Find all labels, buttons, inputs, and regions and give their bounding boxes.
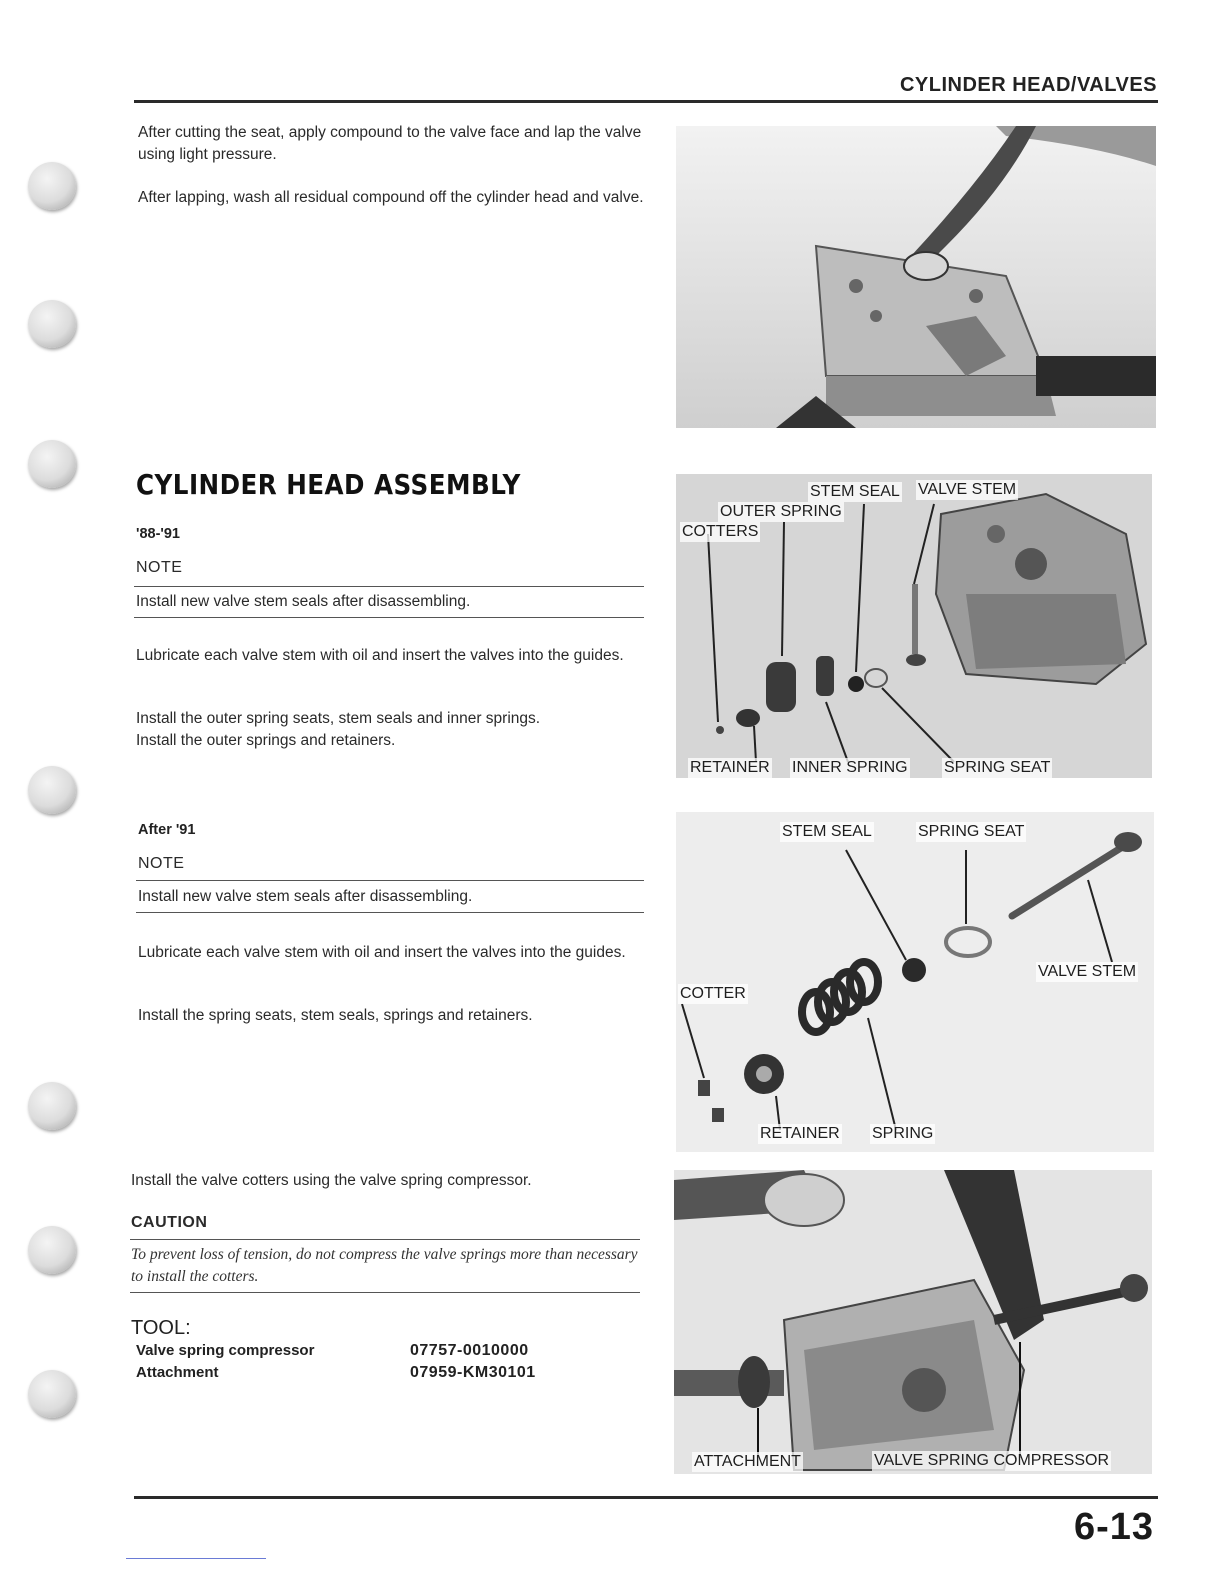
outer-spring-callout: OUTER SPRING (720, 503, 842, 520)
note-label: NOTE (136, 559, 183, 576)
cotters-instruction: Install the valve cotters using the valve spring compressor. (131, 1172, 532, 1189)
caution-rule-top (130, 1239, 640, 1240)
compressor-callout: VALVE SPRING COMPRESSOR (874, 1452, 1110, 1469)
intro-paragraph-1: After cutting the seat, apply compound to the valve face and lap the valve using light pressure. (138, 124, 642, 163)
stem-seal-callout: STEM SEAL (810, 483, 900, 500)
lubricate-paragraph: Lubricate each valve stem with oil and insert the valves into the guides. (136, 647, 624, 664)
spring-seat-callout-2: SPRING SEAT (918, 823, 1025, 840)
binder-hole (28, 1226, 76, 1274)
tool-name-attachment: Attachment (136, 1364, 219, 1381)
valve-parts-photo-early (676, 474, 1152, 778)
binder-hole (28, 1370, 76, 1418)
note-text-after: Install new valve stem seals after disassembling. (138, 888, 473, 905)
model-year-label-after: After '91 (138, 822, 196, 838)
spring-seat-callout: SPRING SEAT (944, 759, 1051, 776)
note-rule-bottom (134, 617, 644, 618)
binder-hole (28, 1082, 76, 1130)
caution-text: To prevent loss of tension, do not compress the valve springs more than necessary to install the cotters. (131, 1246, 638, 1285)
stem-seal-callout-2: STEM SEAL (782, 823, 872, 840)
note-text: Install new valve stem seals after disassembling. (136, 593, 471, 610)
cotter-callout: COTTER (680, 985, 746, 1002)
note-label-after: NOTE (138, 855, 185, 872)
scan-artifact-line (126, 1558, 266, 1559)
binder-hole (28, 440, 76, 488)
binder-hole (28, 766, 76, 814)
tool-name-compressor: Valve spring compressor (136, 1342, 315, 1359)
tool-label: TOOL: (131, 1317, 191, 1339)
spring-compressor-photo (674, 1170, 1152, 1474)
binder-hole (28, 300, 76, 348)
intro-paragraph-2: After lapping, wash all residual compound off the cylinder head and valve. (138, 189, 644, 206)
caution-label: CAUTION (131, 1214, 208, 1231)
tool-number-compressor: 07757-0010000 (410, 1342, 529, 1359)
note-rule-top (134, 586, 644, 587)
attachment-callout: ATTACHMENT (694, 1453, 801, 1470)
valve-parts-photo-later (676, 812, 1154, 1152)
retainer-callout: RETAINER (690, 759, 770, 776)
inner-spring-callout: INNER SPRING (792, 759, 908, 776)
lapping-photo (676, 126, 1156, 428)
valve-stem-callout-2: VALVE STEM (1038, 963, 1137, 980)
install-seats-line-1: Install the outer spring seats, stem seals and inner springs. (136, 710, 541, 727)
retainer-callout-2: RETAINER (760, 1125, 840, 1142)
note-rule-bottom-after (136, 912, 644, 913)
tool-number-attachment: 07959-KM30101 (410, 1364, 536, 1381)
binder-hole (28, 162, 76, 210)
valve-stem-callout: VALVE STEM (918, 481, 1017, 498)
header-rule (134, 100, 1158, 103)
spring-callout: SPRING (872, 1125, 934, 1142)
page-header-title: CYLINDER HEAD/VALVES (899, 74, 1157, 96)
note-rule-top-after (136, 880, 644, 881)
section-title: CYLINDER HEAD ASSEMBLY (136, 468, 521, 501)
model-year-label: '88-'91 (136, 526, 180, 542)
lubricate-paragraph-after: Lubricate each valve stem with oil and insert the valves into the guides. (138, 944, 626, 961)
install-seats-line-2: Install the outer springs and retainers. (136, 732, 396, 749)
cotters-callout: COTTERS (682, 523, 759, 540)
install-seats-paragraph-after: Install the spring seats, stem seals, springs and retainers. (138, 1007, 533, 1024)
caution-rule-bottom (130, 1292, 640, 1293)
footer-rule (134, 1496, 1158, 1499)
page-number: 6-13 (1073, 1506, 1154, 1548)
